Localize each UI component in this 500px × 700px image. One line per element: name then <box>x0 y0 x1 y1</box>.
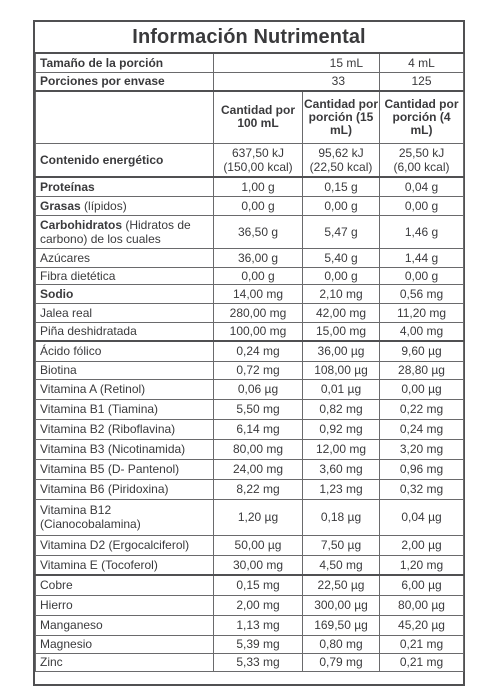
nutrient-row <box>36 535 464 555</box>
nutrient-value-per-100ml: 0,72 mg <box>214 361 303 379</box>
nutrient-value-per-15ml: 5,47 g <box>303 215 380 248</box>
nutrient-row <box>36 635 464 653</box>
energy-per-15ml <box>303 143 380 177</box>
nutrient-row <box>36 555 464 575</box>
nutrient-value-per-4ml: 0,56 mg <box>380 284 464 303</box>
nutrient-row <box>36 379 464 399</box>
nutrient-row <box>36 284 464 303</box>
nutrient-row <box>36 419 464 439</box>
nutrient-value-per-100ml: 1,13 mg <box>214 615 303 635</box>
nutrient-label <box>36 439 214 459</box>
nutrient-name: Azúcares <box>40 250 91 265</box>
nutrient-value-per-15ml: 4,50 mg <box>303 555 380 575</box>
energy-kcal-100ml: (150,00 kcal) <box>223 159 293 174</box>
nutrient-row <box>36 361 464 379</box>
energy-per-100ml <box>214 143 303 177</box>
nutrient-value-per-15ml: 0,80 mg <box>303 635 380 653</box>
nutrient-value-per-100ml: 100,00 mg <box>214 322 303 341</box>
nutrient-value-per-4ml: 45,20 µg <box>380 615 464 635</box>
nutrient-row <box>36 303 464 322</box>
nutrient-label <box>36 575 214 595</box>
nutrient-value-per-15ml: 0,18 µg <box>303 499 380 535</box>
nutrient-value-per-100ml: 2,00 mg <box>214 595 303 615</box>
nutrient-name: Vitamina B3 (Nicotinamida) <box>40 442 186 456</box>
nutrient-value-per-100ml: 280,00 mg <box>214 303 303 322</box>
nutrient-label <box>36 379 214 399</box>
nutrient-name: Biotina <box>40 363 77 377</box>
nutrient-name: Hierro <box>40 598 73 612</box>
nutrient-label <box>36 341 214 361</box>
nutrient-value-per-15ml: 2,10 mg <box>303 284 380 303</box>
panel-title: Información Nutrimental <box>132 26 366 48</box>
nutrient-row <box>36 341 464 361</box>
nutrient-name: Vitamina B6 (Piridoxina) <box>40 482 169 496</box>
nutrient-value-per-15ml: 169,50 µg <box>303 615 380 635</box>
nutrient-row <box>36 479 464 499</box>
nutrient-name: Magnesio <box>40 637 93 651</box>
nutrient-name: Grasas <box>40 198 81 213</box>
nutrient-value-per-4ml: 0,00 µg <box>380 379 464 399</box>
nutrient-value-per-15ml: 42,00 mg <box>303 303 380 322</box>
nutrient-value-per-15ml: 108,00 µg <box>303 361 380 379</box>
nutrient-value-per-4ml: 0,00 g <box>380 196 464 215</box>
serving-size-4: 4 mL <box>380 53 464 72</box>
nutrient-label <box>36 215 214 248</box>
nutrient-name: Vitamina B2 (Riboflavina) <box>40 422 176 436</box>
nutrient-value-per-100ml: 8,22 mg <box>214 479 303 499</box>
nutrient-value-per-15ml: 12,00 mg <box>303 439 380 459</box>
nutrient-value-per-4ml: 0,04 g <box>380 177 464 196</box>
header-blank-cell <box>36 91 214 143</box>
nutrient-name: Vitamina E (Tocoferol) <box>40 557 158 572</box>
nutrient-value-per-4ml: 9,60 µg <box>380 341 464 361</box>
nutrient-label <box>36 196 214 215</box>
nutrient-value-per-15ml: 1,23 mg <box>303 479 380 499</box>
nutrient-label <box>36 635 214 653</box>
nutrient-label <box>36 595 214 615</box>
serving-size-label: Tamaño de la porción <box>36 53 214 72</box>
nutrient-label <box>36 322 214 341</box>
nutrient-value-per-4ml: 0,96 mg <box>380 459 464 479</box>
nutrient-value-per-4ml: 0,21 mg <box>380 653 464 671</box>
nutrient-value-per-4ml: 28,80 µg <box>380 361 464 379</box>
energy-kcal-15ml: (22,50 kcal) <box>309 159 373 174</box>
nutrient-row <box>36 459 464 479</box>
nutrient-name: Sodio <box>40 286 74 301</box>
nutrient-value-per-15ml: 22,50 µg <box>303 575 380 595</box>
energy-kcal-4ml: (6,00 kcal) <box>393 159 450 174</box>
nutrient-name: Ácido fólico <box>40 344 102 359</box>
nutrition-table <box>35 52 464 672</box>
nutrient-row <box>36 499 464 535</box>
nutrient-value-per-100ml: 6,14 mg <box>214 419 303 439</box>
nutrient-value-per-100ml: 0,00 g <box>214 267 303 284</box>
nutrient-name: Manganeso <box>40 618 103 632</box>
nutrient-value-per-100ml: 24,00 mg <box>214 459 303 479</box>
nutrient-value-per-15ml: 36,00 µg <box>303 341 380 361</box>
serving-size-15: 15 mL <box>214 53 380 72</box>
nutrient-label <box>36 653 214 671</box>
nutrient-label <box>36 284 214 303</box>
nutrient-row <box>36 267 464 284</box>
nutrient-value-per-15ml: 7,50 µg <box>303 535 380 555</box>
nutrient-label <box>36 555 214 575</box>
nutrient-value-per-15ml: 0,00 g <box>303 196 380 215</box>
energy-per-4ml <box>380 143 464 177</box>
nutrient-label <box>36 361 214 379</box>
nutrient-value-per-15ml: 15,00 mg <box>303 322 380 341</box>
nutrient-label <box>36 303 214 322</box>
nutrient-value-per-4ml: 6,00 µg <box>380 575 464 595</box>
nutrient-value-per-4ml: 0,32 mg <box>380 479 464 499</box>
energy-row <box>36 143 464 177</box>
nutrient-value-per-100ml: 0,06 µg <box>214 379 303 399</box>
nutrient-name: Carbohidratos <box>40 217 123 232</box>
nutrient-name: Vitamina B5 (D- Pantenol) <box>40 462 180 476</box>
nutrient-name: Vitamina D2 (Ergocalciferol) <box>40 538 190 552</box>
servings-per-container-4: 125 <box>380 72 464 91</box>
nutrient-value-per-4ml: 0,24 mg <box>380 419 464 439</box>
serving-size-row <box>36 53 464 72</box>
nutrient-name-detail: (Hidratos de carbono) de los cuales <box>40 217 191 246</box>
nutrient-value-per-100ml: 36,50 g <box>214 215 303 248</box>
nutrient-value-per-4ml: 0,00 g <box>380 267 464 284</box>
energy-label: Contenido energético <box>36 143 214 177</box>
nutrient-label <box>36 615 214 635</box>
nutrient-row <box>36 575 464 595</box>
nutrient-value-per-100ml: 0,15 mg <box>214 575 303 595</box>
nutrient-value-per-100ml: 5,50 mg <box>214 399 303 419</box>
nutrient-name: Piña deshidratada <box>40 324 137 339</box>
nutrient-row <box>36 399 464 419</box>
nutrient-row <box>36 322 464 341</box>
nutrient-value-per-100ml: 5,39 mg <box>214 635 303 653</box>
nutrient-row <box>36 196 464 215</box>
header-per-serving-4ml: Cantidad por porción (4 mL) <box>380 91 464 143</box>
nutrient-label <box>36 399 214 419</box>
nutrient-row <box>36 177 464 196</box>
servings-per-container-label: Porciones por envase <box>36 72 214 91</box>
nutrient-value-per-4ml: 3,20 mg <box>380 439 464 459</box>
nutrient-label <box>36 479 214 499</box>
nutrient-name-detail: (lípidos) <box>80 198 127 213</box>
nutrient-value-per-100ml: 1,20 µg <box>214 499 303 535</box>
nutrient-value-per-100ml: 14,00 mg <box>214 284 303 303</box>
nutrient-value-per-4ml: 1,46 g <box>380 215 464 248</box>
header-per-100ml: Cantidad por 100 mL <box>214 91 303 143</box>
nutrient-name: Jalea real <box>40 305 93 320</box>
nutrient-name: Vitamina B1 (Tiamina) <box>40 402 159 416</box>
header-per-serving-15ml: Cantidad por porción (15 mL) <box>303 91 380 143</box>
nutrient-value-per-15ml: 0,00 g <box>303 267 380 284</box>
nutrient-value-per-4ml: 80,00 µg <box>380 595 464 615</box>
nutrient-label <box>36 459 214 479</box>
nutrient-label <box>36 248 214 267</box>
nutrient-label <box>36 535 214 555</box>
nutrient-value-per-100ml: 36,00 g <box>214 248 303 267</box>
energy-kj-4ml: 25,50 kJ <box>398 145 445 160</box>
nutrient-label <box>36 267 214 284</box>
nutrient-value-per-100ml: 80,00 mg <box>214 439 303 459</box>
nutrient-value-per-15ml: 0,79 mg <box>303 653 380 671</box>
energy-kj-100ml: 637,50 kJ <box>231 145 285 160</box>
nutrient-value-per-4ml: 4,00 mg <box>380 322 464 341</box>
nutrient-label <box>36 177 214 196</box>
nutrient-value-per-4ml: 1,44 g <box>380 248 464 267</box>
nutrient-value-per-15ml: 0,82 mg <box>303 399 380 419</box>
servings-per-container-15: 33 <box>214 72 380 91</box>
nutrition-facts-panel <box>33 20 465 686</box>
nutrient-row <box>36 653 464 671</box>
nutrient-row <box>36 615 464 635</box>
nutrient-row <box>36 595 464 615</box>
nutrient-value-per-15ml: 0,92 mg <box>303 419 380 439</box>
nutrient-value-per-4ml: 0,21 mg <box>380 635 464 653</box>
nutrient-row <box>36 215 464 248</box>
nutrient-value-per-4ml: 0,04 µg <box>380 499 464 535</box>
nutrient-value-per-4ml: 1,20 mg <box>380 555 464 575</box>
nutrient-value-per-4ml: 11,20 mg <box>380 303 464 322</box>
energy-kj-15ml: 95,62 kJ <box>318 145 364 160</box>
nutrient-value-per-100ml: 5,33 mg <box>214 653 303 671</box>
nutrient-name: Proteínas <box>40 179 95 194</box>
nutrient-value-per-100ml: 30,00 mg <box>214 555 303 575</box>
nutrient-value-per-4ml: 2,00 µg <box>380 535 464 555</box>
nutrient-row <box>36 439 464 459</box>
nutrient-value-per-4ml: 0,22 mg <box>380 399 464 419</box>
nutrient-value-per-15ml: 5,40 g <box>303 248 380 267</box>
nutrient-label <box>36 499 214 535</box>
nutrient-value-per-100ml: 50,00 µg <box>214 535 303 555</box>
nutrient-name: Zinc <box>40 655 63 669</box>
nutrient-name-detail: (Cianocobalamina) <box>40 517 141 531</box>
nutrient-value-per-15ml: 0,15 g <box>303 177 380 196</box>
nutrient-name: Vitamina B12 <box>40 503 112 517</box>
nutrient-name: Vitamina A (Retinol) <box>40 382 146 396</box>
nutrient-value-per-15ml: 300,00 µg <box>303 595 380 615</box>
nutrient-value-per-100ml: 0,24 mg <box>214 341 303 361</box>
nutrient-label <box>36 419 214 439</box>
nutrient-value-per-100ml: 1,00 g <box>214 177 303 196</box>
nutrient-value-per-15ml: 3,60 mg <box>303 459 380 479</box>
nutrient-name: Fibra dietética <box>40 268 116 283</box>
servings-per-container-row <box>36 72 464 91</box>
column-header-row <box>36 91 464 143</box>
nutrient-value-per-15ml: 0,01 µg <box>303 379 380 399</box>
nutrient-value-per-100ml: 0,00 g <box>214 196 303 215</box>
nutrient-name: Cobre <box>40 578 73 593</box>
nutrient-row <box>36 248 464 267</box>
